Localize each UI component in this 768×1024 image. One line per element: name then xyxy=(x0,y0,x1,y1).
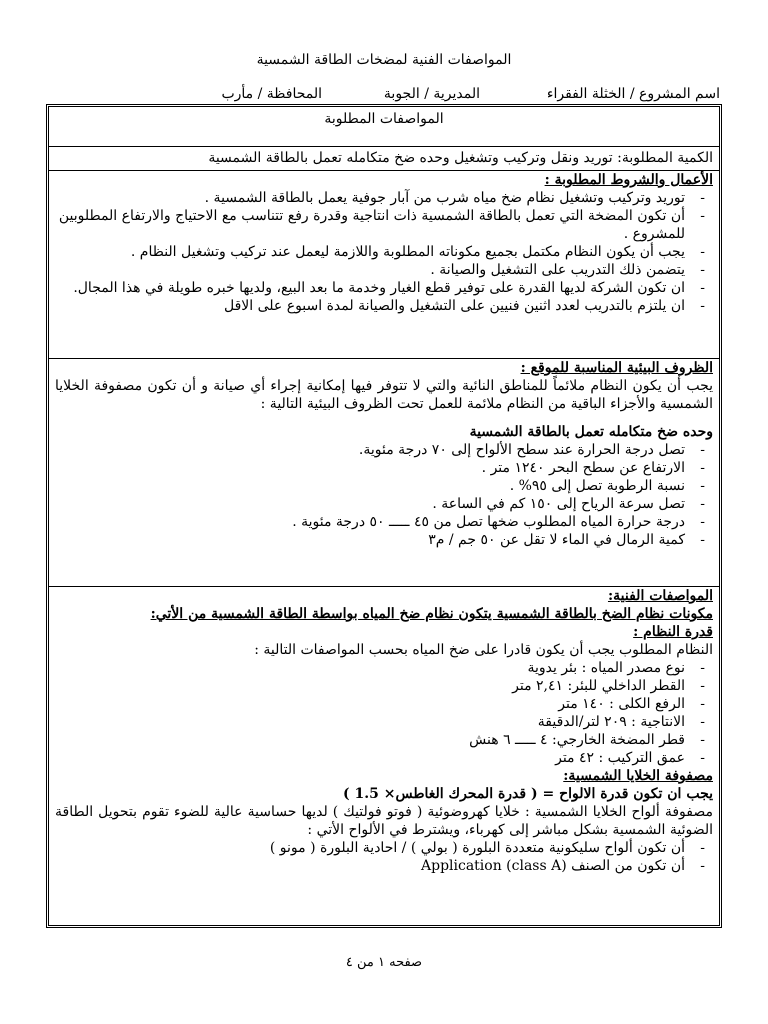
list-item: - عمق التركيب : ٤٢ متر xyxy=(55,749,713,767)
environment-section xyxy=(49,359,719,587)
list-item: - القطر الداخلي للبئر: ٢,٤١ متر xyxy=(55,677,713,695)
works-list xyxy=(55,189,713,315)
capacity-heading: قدرة النظام : xyxy=(633,624,713,640)
environment-intro: يجب أن يكون النظام ملائماً للمناطق النائية والتي لا تتوفر فيها إمكانية إجراء أي صيانة و أن تكون مصفوفة الخلايا الشمسية والأجزاء الباقية من النظام ملائمة للعمل تحت الظروف البيئية التالية : xyxy=(55,378,713,412)
list-item: - أن تكون المضخة التي تعمل بالطاقة الشمسية ذات انتاجية وقدرة رفع تتناسب مع الاحتياج والارتفاع المطلوبين للمشروع . xyxy=(55,207,713,243)
environment-heading: الظروف البيئية المناسبة للموقع : xyxy=(520,360,713,376)
project-governorate: المحافظة / مأرب xyxy=(221,86,322,102)
quantity-row xyxy=(49,147,719,171)
list-item: - يجب أن يكون النظام مكتمل بجميع مكوناته المطلوبة واللازمة ليعمل عند تركيب وتشغيل النظام . xyxy=(55,243,713,261)
components-heading: مكونات نظام الضخ بالطاقة الشمسية يتكون نظام ضخ المياه بواسطة الطاقة الشمسية من الأتي: xyxy=(150,606,713,622)
environment-subheading: وحده ضخ متكامله تعمل بالطاقة الشمسية xyxy=(469,424,713,440)
list-item: - تصل درجة الحرارة عند سطح الألواح إلى ٧٠ درجة مئوية. xyxy=(55,441,713,459)
project-name: اسم المشروع / الخثلة الفقراء xyxy=(546,86,720,102)
technical-section xyxy=(49,587,719,925)
environment-list xyxy=(55,441,713,549)
list-item: - درجة حرارة المياه المطلوب ضخها تصل من ٤٥ ـــــ ٥٠ درجة مئوية . xyxy=(55,513,713,531)
list-item: - ان يلتزم بالتدريب لعدد اثنين فنيين على التشغيل والصيانة لمدة اسبوع على الاقل xyxy=(55,297,713,315)
list-item: - تصل سرعة الرياح إلى ١٥٠ كم في الساعة . xyxy=(55,495,713,513)
specifications-table xyxy=(46,104,722,928)
list-item: - توريد وتركيب وتشغيل نظام ضخ مياه شرب من آبار جوفية يعمل بالطاقة الشمسية . xyxy=(55,189,713,207)
list-item: - قطر المضخة الخارجي: ٤ ـــــ ٦ هنش xyxy=(55,731,713,749)
project-info-line xyxy=(44,86,720,106)
technical-heading: المواصفات الفنية: xyxy=(607,588,713,604)
table-header: المواصفات المطلوبة xyxy=(324,111,444,127)
document-title: المواصفات الفنية لمضخات الطاقة الشمسية xyxy=(256,52,512,68)
list-item: - أن تكون ألواح سليكونية متعددة البلورة ( بولي ) / احادية البلورة ( مونو ) xyxy=(55,839,713,857)
array-heading: مصفوفة الخلايا الشمسية: xyxy=(563,768,713,784)
list-item: - نسبة الرطوبة تصل إلى ٩٥% . xyxy=(55,477,713,495)
project-directorate: المديرية / الجوبة xyxy=(383,86,480,102)
works-heading: الأعمال والشروط المطلوبة : xyxy=(544,172,713,188)
list-item: - الارتفاع عن سطح البحر ١٢٤٠ متر . xyxy=(55,459,713,477)
quantity-text: الكمية المطلوبة: توريد ونقل وتركيب وتشغيل وحده ضخ متكامله تعمل بالطاقة الشمسية xyxy=(208,150,713,166)
list-item: - نوع مصدر المياه : بئر يدوية xyxy=(55,659,713,677)
list-item: - الانتاجية : ٢٠٩ لتر/الدقيقة xyxy=(55,713,713,731)
capacity-intro: النظام المطلوب يجب أن يكون قادرا على ضخ المياه بحسب المواصفات التالية : xyxy=(254,642,713,658)
works-section xyxy=(49,171,719,359)
list-item: - يتضمن ذلك التدريب على التشغيل والصيانة . xyxy=(55,261,713,279)
panel-power-formula: يجب ان تكون قدرة الالواح = ( قدرة المحرك الغاطس× 1.5 ) xyxy=(343,786,713,802)
list-item: - ان تكون الشركة لديها القدرة على توفير قطع الغيار وخدمة ما بعد البيع، ولديها خبره طويلة في هذا المجال. xyxy=(55,279,713,297)
list-item: - الرفع الكلى : ١٤٠ متر xyxy=(55,695,713,713)
list-item: - أن تكون من الصنف Application (class A) xyxy=(55,857,713,875)
table-header-row xyxy=(49,107,719,147)
list-item: - كمية الرمال في الماء لا تقل عن ٥٠ جم / م٣ xyxy=(55,531,713,549)
page-number: صفحه ١ من ٤ xyxy=(345,955,423,970)
array-list xyxy=(55,839,713,875)
array-description: مصفوفة ألواح الخلايا الشمسية : خلايا كهروضوئية ( فوتو فولتيك ) لديها حساسية عالية للضوء تقوم بتحويل الطاقة الضوئية الشمسية بشكل مباشر إلى كهرباء، ويشترط في الألواح الأتي : xyxy=(55,804,713,838)
capacity-list xyxy=(55,659,713,767)
